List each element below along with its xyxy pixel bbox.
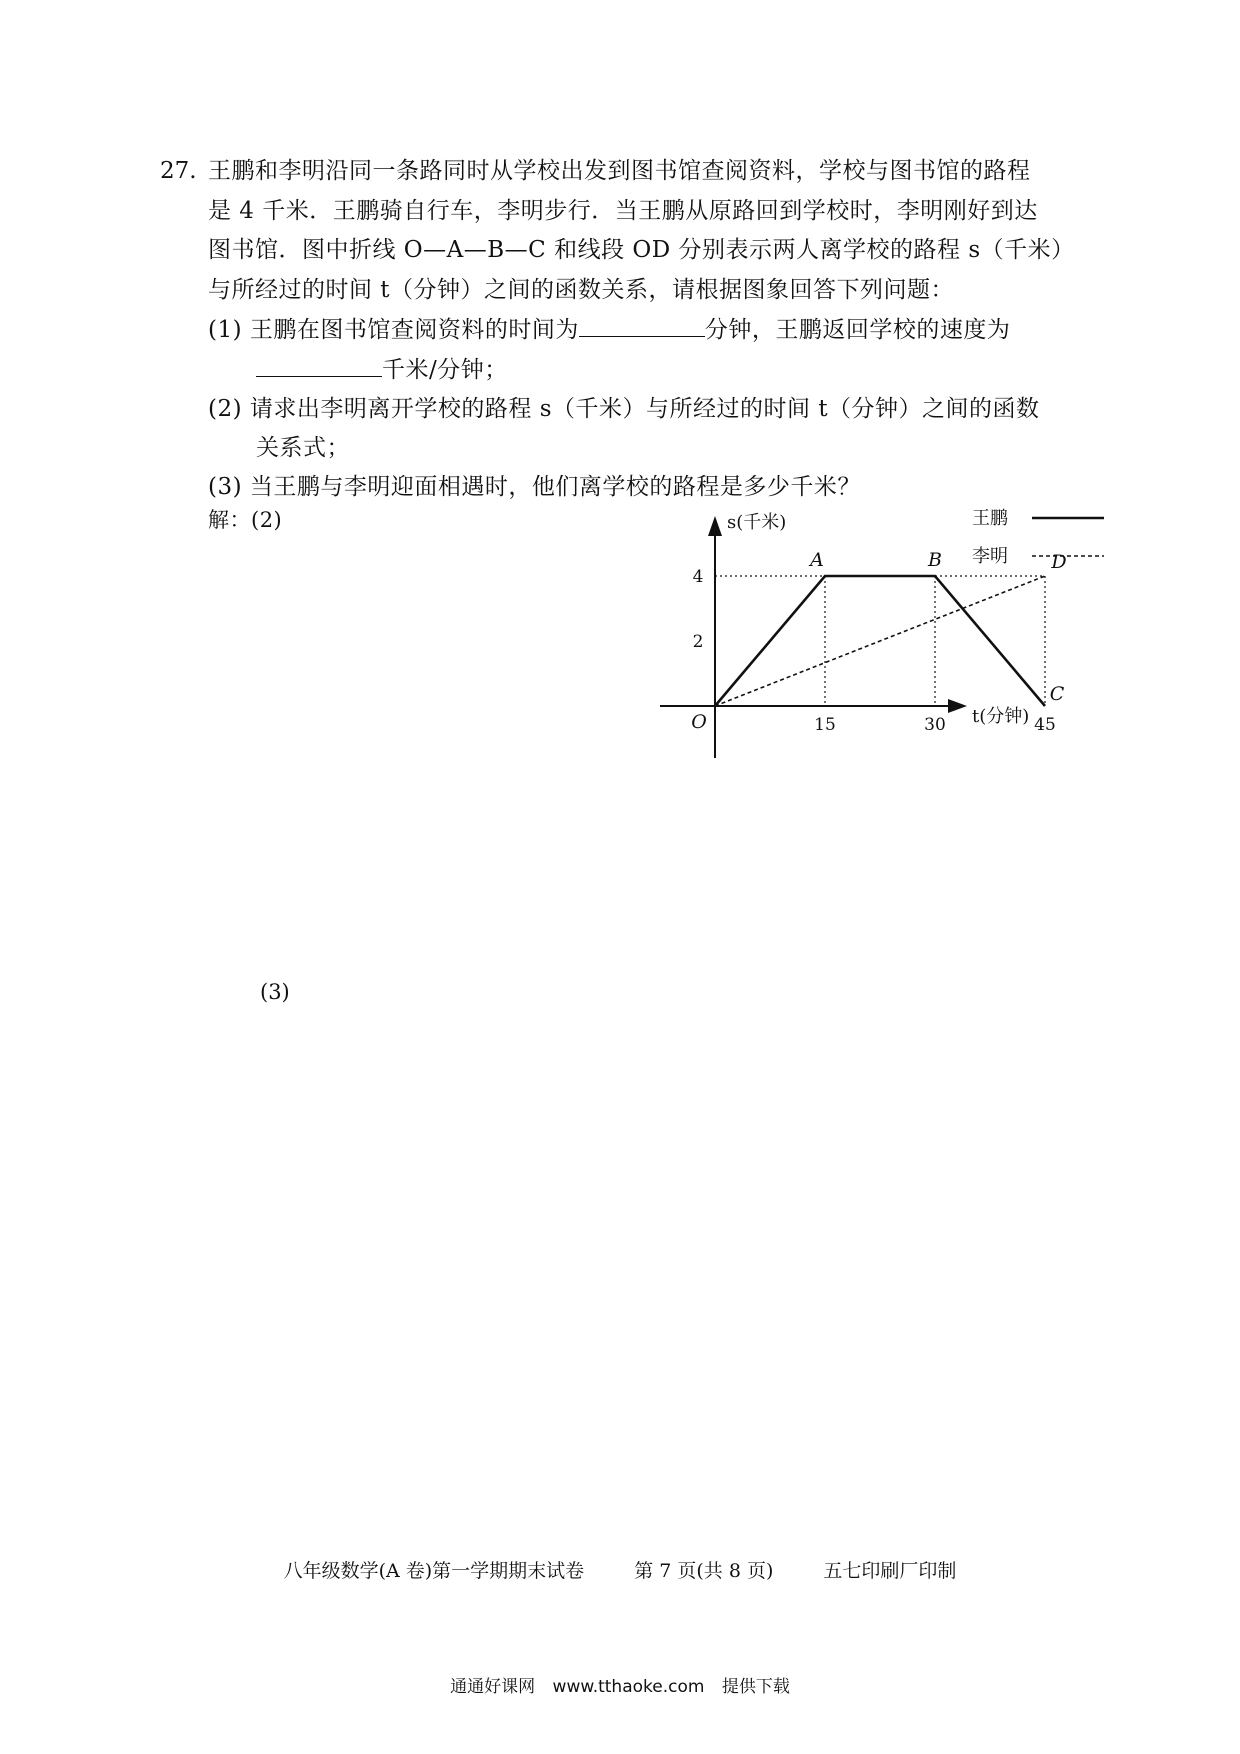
- part-2-line-1: (2) 请求出李明离开学校的路程 s（千米）与所经过的时间 t（分钟）之间的函数: [208, 396, 1040, 422]
- question-line-2: 是 4 千米．王鹏骑自行车，李明步行．当王鹏从原路回到学校时，李明刚好到达: [208, 198, 1038, 224]
- question-line-3: 图书馆．图中折线 O—A—B—C 和线段 OD 分别表示两人离学校的路程 s（千米）: [208, 237, 1075, 263]
- point-label-D: D: [1051, 551, 1067, 573]
- point-label-C: C: [1049, 683, 1065, 705]
- y-tick-label: 2: [692, 632, 704, 652]
- credit-site: 通通好课网: [450, 1677, 536, 1697]
- x-axis-label: t(分钟): [972, 706, 1030, 727]
- part-3-question: (3) 当王鹏与李明迎面相遇时，他们离学校的路程是多少千米？: [208, 474, 861, 500]
- x-tick-label: 30: [924, 715, 946, 735]
- legend-label: 王鹏: [972, 508, 1008, 529]
- part-2-line-2: 关系式；: [256, 435, 350, 461]
- footer-printer: 五七印刷厂印制: [823, 1560, 957, 1582]
- footer-page: 第 7 页(共 8 页): [634, 1560, 774, 1582]
- x-tick-label: 15: [814, 715, 836, 735]
- x-tick-label: 45: [1034, 715, 1056, 735]
- origin-label: O: [691, 711, 707, 733]
- legend-label: 李明: [972, 546, 1008, 567]
- solution-part-3-label: (3): [260, 980, 290, 1004]
- y-axis-arrow: [708, 516, 722, 536]
- download-credit: [0, 1672, 1240, 1697]
- credit-note: 提供下载: [721, 1677, 790, 1697]
- part-1-text-b: 分钟，王鹏返回学校的速度为: [704, 317, 1011, 343]
- part-1-text-a: (1) 王鹏在图书馆查阅资料的时间为: [208, 317, 579, 343]
- question-line-4: 与所经过的时间 t（分钟）之间的函数关系，请根据图象回答下列问题：: [208, 277, 955, 303]
- page-footer: [0, 1556, 1240, 1583]
- point-label-A: A: [810, 549, 824, 571]
- question-line-1: 王鹏和李明沿同一条路同时从学校出发到图书馆查阅资料，学校与图书馆的路程: [208, 158, 1031, 184]
- part-1-text-c: 千米/分钟；: [382, 357, 508, 383]
- question-number: 27.: [160, 158, 197, 184]
- y-axis-label: s(千米): [727, 512, 787, 533]
- y-tick-label: 4: [692, 567, 704, 587]
- point-label-B: B: [928, 549, 942, 571]
- x-axis-arrow: [948, 699, 967, 713]
- series-line-2: [715, 576, 1045, 706]
- footer-title: 八年级数学(A 卷)第一学期期末试卷: [283, 1560, 585, 1582]
- credit-url[interactable]: www.tthaoke.com: [552, 1677, 705, 1697]
- solution-label: 解：(2): [208, 508, 283, 532]
